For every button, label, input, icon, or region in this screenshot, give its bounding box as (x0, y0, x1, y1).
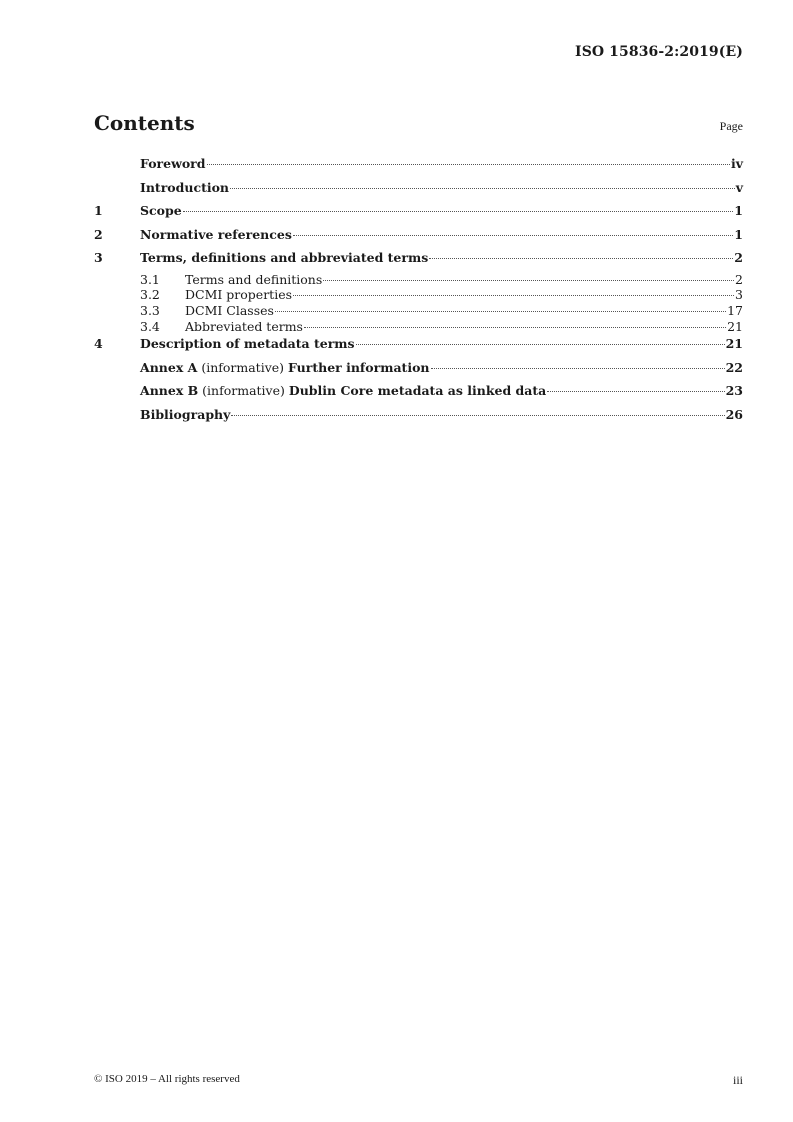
page-column-label: Page (719, 119, 743, 133)
toc-entry-page: 2 (734, 250, 743, 265)
toc-entry[interactable] (94, 334, 743, 358)
contents-title: Contents (94, 111, 195, 135)
toc-entry-title (140, 248, 428, 268)
toc-entry[interactable] (94, 405, 743, 429)
toc-entry-title-text: Normative references (140, 226, 292, 242)
toc-entry-title-text: Annex B (140, 383, 199, 399)
toc-entry-title (140, 358, 430, 378)
dot-leader (304, 327, 726, 328)
toc-entry-number: 1 (94, 203, 103, 218)
toc-entry[interactable] (94, 358, 743, 382)
toc-entry-title (140, 154, 206, 174)
toc-subentry[interactable] (94, 319, 743, 335)
toc-entry-page: 1 (734, 226, 743, 242)
annex-type: (informative) (197, 359, 289, 375)
dot-leader (275, 311, 726, 312)
toc-entry-title-text: Scope (140, 203, 182, 218)
toc-entry-title (185, 287, 292, 303)
toc-entry-number: 3.1 (140, 271, 160, 287)
dot-leader (431, 368, 725, 369)
annex-title: Further information (288, 359, 430, 375)
toc-entry-title-text: DCMI Classes (185, 302, 274, 318)
toc-entry-title (185, 272, 322, 288)
dot-leader (230, 188, 735, 189)
toc-entry-title-text: Bibliography (140, 406, 231, 422)
toc-entry-page: 1 (734, 203, 743, 218)
page-number: iii (732, 1073, 743, 1087)
dot-leader (231, 415, 724, 416)
toc-entry-number: 3.2 (140, 287, 160, 303)
toc-entry-number: 4 (94, 336, 103, 352)
toc-entry-title (140, 334, 355, 354)
toc-entry-page: iv (730, 156, 743, 171)
toc-entry-title-text: DCMI properties (185, 287, 293, 303)
toc-entry-title-text: Terms and definitions (185, 271, 323, 287)
toc-entry-page: 21 (725, 336, 743, 352)
table-of-contents (94, 154, 743, 428)
dot-leader (293, 295, 734, 296)
toc-entry[interactable] (94, 201, 743, 225)
toc-entry-page: 3 (735, 287, 743, 303)
toc-entry-number: 3 (94, 250, 103, 265)
toc-entry-title-text: Annex A (140, 359, 198, 375)
toc-entry-title-text: Foreword (140, 156, 206, 171)
toc-entry-title-text: Description of metadata terms (140, 336, 355, 352)
toc-entry-page: 2 (735, 271, 743, 287)
toc-entry-number: 2 (94, 226, 103, 242)
toc-entry[interactable] (94, 381, 743, 405)
toc-entry-number: 3.3 (140, 302, 160, 318)
toc-entry-page: 23 (725, 383, 743, 399)
toc-entry[interactable] (94, 225, 743, 249)
toc-entry-page: v (735, 179, 743, 195)
toc-entry[interactable] (94, 248, 743, 272)
toc-subentry[interactable] (94, 287, 743, 303)
toc-entry-page: 26 (725, 406, 743, 422)
dot-leader (356, 344, 725, 345)
toc-entry-page: 17 (727, 302, 743, 318)
toc-entry-title (140, 405, 230, 425)
toc-entry[interactable] (94, 154, 743, 178)
toc-entry-title (185, 319, 303, 335)
dot-leader (429, 258, 733, 259)
dot-leader (293, 235, 733, 236)
dot-leader (547, 391, 724, 392)
dot-leader (323, 280, 734, 281)
toc-subentry[interactable] (94, 303, 743, 319)
copyright-notice: © ISO 2019 – All rights reserved (94, 1073, 240, 1085)
toc-entry-title (140, 178, 229, 198)
toc-entry-title-text: Terms, definitions and abbreviated terms (140, 250, 429, 265)
dot-leader (183, 211, 734, 212)
toc-entry-title (140, 225, 292, 245)
toc-entry-number: 3.4 (140, 318, 160, 334)
toc-subentry[interactable] (94, 272, 743, 288)
document-id: ISO 15836-2:2019(E) (575, 44, 743, 60)
toc-entry-title-text: Abbreviated terms (185, 318, 303, 334)
annex-title: Dublin Core metadata as linked data (288, 383, 547, 399)
toc-entry-title (140, 381, 546, 401)
toc-entry-page: 21 (727, 318, 743, 334)
toc-entry-title (185, 303, 274, 319)
toc-entry-title (140, 201, 182, 221)
annex-type: (informative) (198, 383, 289, 399)
toc-entry-title-text: Introduction (140, 179, 230, 195)
toc-entry-page: 22 (725, 359, 743, 375)
dot-leader (207, 164, 730, 165)
toc-entry[interactable] (94, 178, 743, 202)
